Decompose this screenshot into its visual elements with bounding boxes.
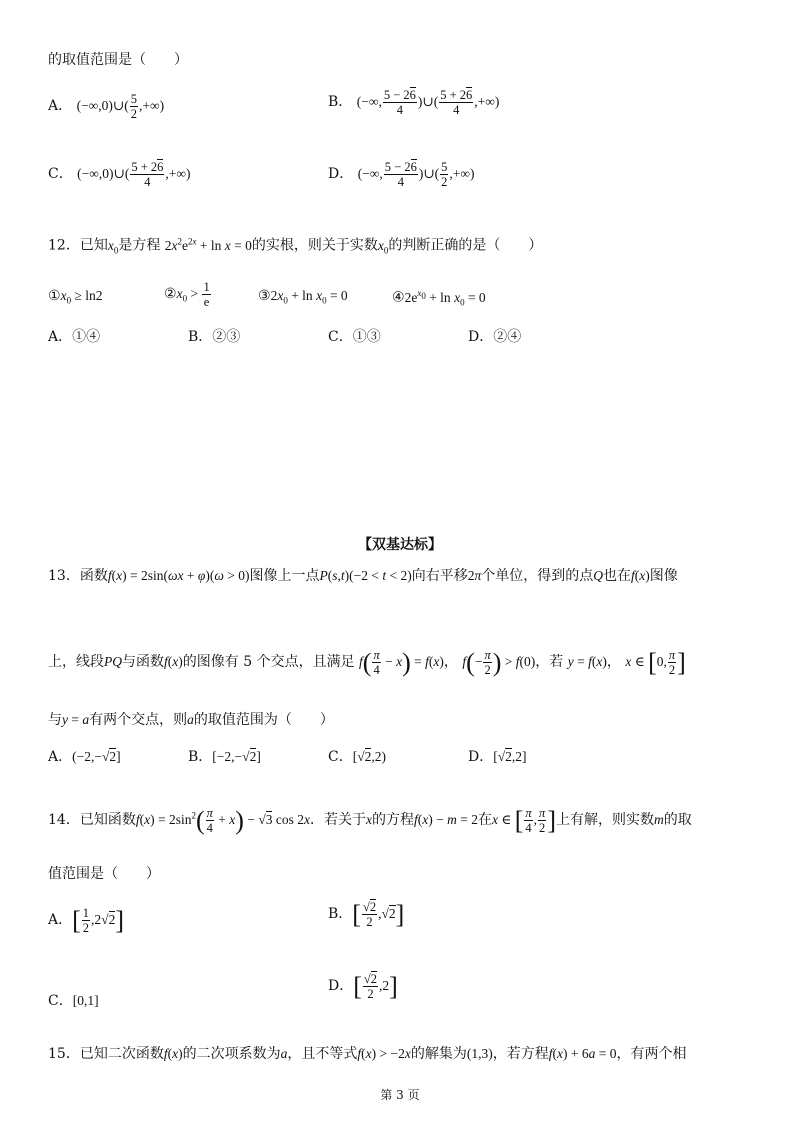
- page-footer: 第 3 页: [380, 1088, 420, 1102]
- q11-tail: 的取值范围是（ ）: [48, 52, 188, 68]
- q11-option-c-math: (−∞,0)∪( $\frac{5 + 26}{4}$ ,+∞): [77, 160, 191, 190]
- section-title: 【双基达标】: [358, 537, 442, 553]
- q12-statement-1: $①x_0 \ge \ln 2$: [48, 288, 103, 306]
- q11-option-b: [328, 88, 499, 118]
- option-label: A．: [48, 97, 73, 114]
- q14-option-a: A．[ $\frac{1}{2}$ ,2√2]: [48, 905, 125, 936]
- q11-option-d: [328, 160, 475, 190]
- option-label: C．: [48, 165, 73, 182]
- q12-statement-2: $②x_0$ > $\frac{1}{e}$: [164, 280, 210, 310]
- q14-option-d: D．[ $\frac{√2}{2}$ ,2]: [328, 971, 398, 1002]
- q11-option-d-math: (−∞, $\frac{5 - 26}{4}$ )∪( $\frac{5}{2}$ ,+∞): [357, 160, 475, 190]
- q11-option-c: [48, 160, 191, 190]
- q11-option-b-math: (−∞, $\frac{5 - 26}{4}$ )∪( $\frac{5 + 26}{4}$ ,+∞): [356, 88, 500, 118]
- q14-option-c: C．[0,1]: [48, 993, 99, 1009]
- q12-statement-3: $③2x_0 + \ln x_0 = 0$: [258, 288, 348, 306]
- q14-line-2: 值范围是（ ）: [48, 866, 160, 882]
- q14-option-b: B．[ $\frac{√2}{2}$ ,√2]: [328, 899, 405, 930]
- option-label: D．: [328, 165, 354, 182]
- option-label: B．: [328, 93, 353, 110]
- q13-option-d: D．[√2,2]: [468, 749, 527, 765]
- q13-option-a: A．(−2,−√2]: [48, 749, 121, 765]
- q12-option-c: C．①③: [328, 329, 381, 345]
- q11-option-a: [48, 92, 164, 122]
- q12-option-b: B．②③: [188, 329, 241, 345]
- q12-option-d: D．②④: [468, 329, 522, 345]
- q12-option-a: A．①④: [48, 329, 101, 345]
- q13-option-b: B．[−2,−√2]: [188, 749, 261, 765]
- q14-line-1: 14．已知函数$f(x) = 2\sin^2$( $\frac{\pi}{4}$ + x) − √3 cos 2x．若关于x的方程f(x) − m = 2在x ∈ [ $\frac{\pi}{4}$ , $\frac{\pi}{2}$ ]上有解，则实数m的取: [48, 805, 692, 836]
- q13-line-3: 与y = a有两个交点，则a的取值范围为（ ）: [48, 712, 334, 728]
- q12-statement-4: $④2e^{x_0} + \ln x_0 = 0$: [392, 288, 486, 308]
- q13-line-2: 上，线段PQ与函数f(x)的图像有 5 个交点，且满足 f( $\frac{\pi}{4}$ − x) = f(x)， f(− $\frac{\pi}{2}$ ) > f(0)，若 y = f(x)， x ∈ [0, $\frac{\pi}{2}$ ]: [48, 647, 686, 678]
- q13-line-1: 13．函数f(x) = 2sin(ωx + φ)(ω > 0)图像上一点P(s,t)(−2 < t < 2)向右平移2π个单位，得到的点Q也在f(x)图像: [48, 568, 678, 584]
- q12-equation: $2x^2e^{2x} + \ln x = 0$: [164, 236, 252, 253]
- q15-line-1: 15．已知二次函数f(x)的二次项系数为a，且不等式f(x) > −2x的解集为(1,3)，若方程f(x) + 6a = 0，有两个相: [48, 1046, 687, 1062]
- q11-option-a-math: (−∞,0)∪( $\frac{5}{2}$ ,+∞): [76, 92, 165, 122]
- q12-stem: 12．已知$x_0$是方程 $2x^2e^{2x} + \ln x = 0$的实根，则关于实数$x_0$的判断正确的是（ ）: [48, 236, 543, 256]
- q13-option-c: C．[√2,2): [328, 749, 386, 765]
